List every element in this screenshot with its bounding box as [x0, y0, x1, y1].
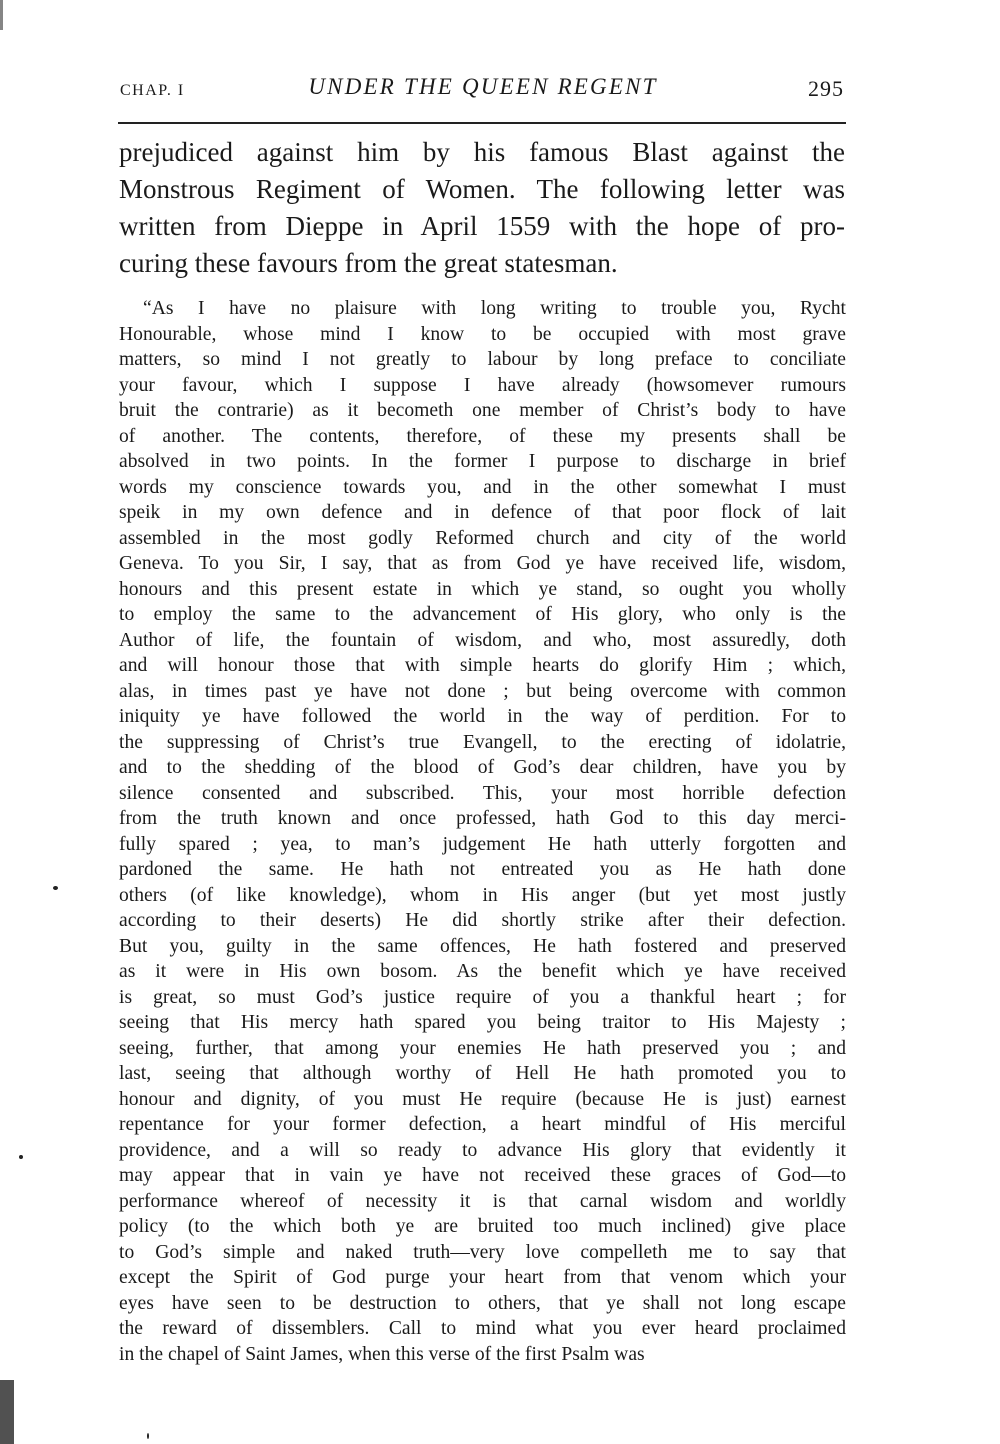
letter-text-line: last, seeing that although worthy of Hell He hath promoted you to: [119, 1063, 846, 1084]
letter-text-line: fully spared ; yea, to man’s judgement He hath utterly forgotten and: [119, 833, 846, 855]
letter-text-line: Geneva. To you Sir, I say, that as from God ye have received life, wisdom,: [119, 553, 846, 574]
letter-text-line: to employ the same to the advancement of His glory, who only is the: [119, 604, 846, 625]
letter-text-line: and to the shedding of the blood of God’s dear children, have you by: [119, 757, 846, 778]
letter-text-line: seeing, further, that among your enemies He hath preserved you ; and: [119, 1037, 846, 1059]
binding-shadow: [0, 0, 3, 30]
letter-text-line: performance whereof of necessity it is that carnal wisdom and worldly: [119, 1190, 846, 1212]
letter-text-line: seeing that His mercy hath spared you being traitor to His Majesty ;: [119, 1012, 846, 1033]
letter-text-line: “As I have no plaisure with long writing to trouble you, Rycht: [143, 298, 846, 319]
letter-text-line: others (of like knowledge), whom in His anger (but yet most justly: [119, 884, 846, 906]
chapter-label: CHAP. I: [120, 82, 185, 99]
letter-text-line: of another. The contents, therefore, of these my presents shall be: [119, 425, 846, 447]
letter-text-line: absolved in two points. In the former I purpose to discharge in brief: [119, 451, 846, 472]
letter-text-line: eyes have seen to be destruction to others, that ye shall not long escape: [119, 1292, 846, 1314]
letter-text-line: Author of life, the fountain of wisdom, and who, most assuredly, doth: [119, 629, 846, 651]
lead-paragraph: [119, 134, 845, 282]
letter-text-line: from the truth known and once professed, hath God to this day merci-: [119, 808, 846, 829]
lead-text-line: Monstrous Regiment of Women. The following letter was: [119, 174, 845, 204]
scan-speck: [147, 1433, 149, 1439]
letter-text-line: pardoned the same. He hath not entreated you as He hath done: [119, 859, 846, 880]
letter-text-line: the reward of dissemblers. Call to mind what you ever heard proclaimed: [119, 1318, 846, 1339]
letter-text-line: your favour, which I suppose I have already (howsomever rumours: [119, 374, 846, 396]
letter-text-line: alas, in times past ye have not done ; but being overcome with common: [119, 680, 846, 702]
header-rule: [118, 122, 846, 124]
letter-text-line: according to their deserts) He did shortly strike after their defection.: [119, 910, 846, 931]
letter-text-line: is great, so must God’s justice require of you a thankful heart ; for: [119, 986, 846, 1008]
letter-text-line: But you, guilty in the same offences, He hath fostered and preserved: [119, 935, 846, 957]
running-title: UNDER THE QUEEN REGENT: [308, 74, 658, 99]
letter-text-line: assembled in the most godly Reformed church and city of the world: [119, 527, 846, 549]
lead-text-line: written from Dieppe in April 1559 with the hope of pro-: [119, 211, 845, 241]
letter-text-line: words my conscience towards you, and in the other somewhat I must: [119, 476, 846, 498]
letter-text-line: silence consented and subscribed. This, your most horrible defection: [119, 782, 846, 804]
letter-text-line: to God’s simple and naked truth—very love compelleth me to say that: [119, 1241, 846, 1263]
letter-text-line: providence, and a will so ready to advance His glory that evidently it: [119, 1139, 846, 1161]
letter-text-line: repentance for your former defection, a heart mindful of His merciful: [119, 1114, 846, 1135]
lead-text-line: curing these favours from the great statesman.: [119, 248, 618, 278]
binding-shadow: [0, 1380, 14, 1444]
letter-text-line: honour and dignity, of you must He require (because He is just) earnest: [119, 1088, 846, 1110]
letter-text-line: honours and this present estate in which ye stand, so ought you wholly: [119, 578, 846, 600]
lead-text-line: prejudiced against him by his famous Blast against the: [119, 137, 845, 167]
letter-text-line: except the Spirit of God purge your heart from that venom which your: [119, 1267, 846, 1288]
page-number: 295: [808, 76, 844, 101]
running-head: [118, 70, 848, 106]
letter-text-line: bruit the contrarie) as it becometh one member of Christ’s body to have: [119, 400, 846, 421]
letter-quotation: [119, 296, 846, 1367]
letter-text-line: policy (to the which both ye are bruited too much inclined) give place: [119, 1216, 846, 1237]
letter-text-line: matters, so mind I not greatly to labour by long preface to conciliate: [119, 349, 846, 370]
letter-text-line: and will honour those that with simple hearts do glorify Him ; which,: [119, 655, 846, 676]
scan-speck: [53, 886, 58, 890]
letter-text-line: may appear that in vain ye have not received these graces of God—to: [119, 1165, 846, 1186]
letter-text-line: in the chapel of Saint James, when this verse of the first Psalm was: [119, 1343, 645, 1365]
letter-text-line: iniquity ye have followed the world in the way of perdition. For to: [119, 706, 846, 727]
letter-text-line: the suppressing of Christ’s true Evangell, to the erecting of idolatrie,: [119, 731, 846, 753]
scan-speck: [19, 1155, 23, 1159]
letter-text-line: as it were in His own bosom. As the benefit which ye have received: [119, 961, 846, 982]
letter-text-line: Honourable, whose mind I know to be occupied with most grave: [119, 323, 846, 345]
letter-text-line: speik in my own defence and in defence of that poor flock of lait: [119, 502, 846, 523]
